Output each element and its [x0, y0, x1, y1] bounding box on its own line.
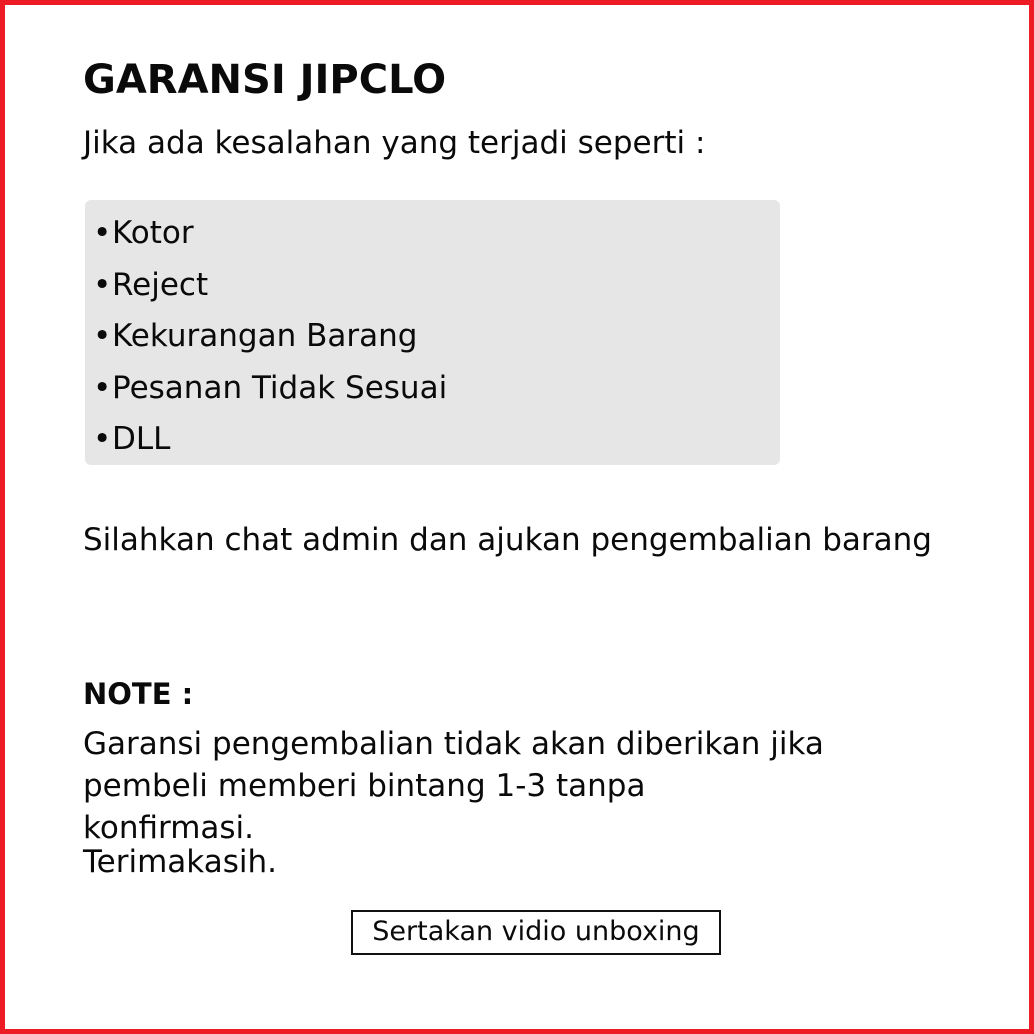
list-item	[85, 363, 780, 415]
note-label: NOTE :	[83, 677, 194, 711]
issue-label: Kotor	[112, 215, 194, 251]
intro-text: Jika ada kesalahan yang terjadi seperti :	[83, 125, 706, 161]
list-item	[85, 311, 780, 363]
issue-label: Pesanan Tidak Sesuai	[112, 369, 448, 406]
thank-you-text: Terimakasih.	[83, 844, 277, 880]
issue-label: DLL	[112, 421, 171, 457]
list-item	[85, 208, 780, 260]
bullet-icon: •	[93, 318, 112, 354]
return-instruction: Silahkan chat admin dan ajukan pengembalian barang	[83, 522, 932, 558]
page-title: GARANSI JIPCLO	[83, 57, 447, 103]
bullet-icon: •	[93, 266, 112, 303]
list-item	[85, 414, 780, 466]
bullet-icon: •	[93, 215, 112, 251]
unboxing-notice: Sertakan vidio unboxing	[351, 910, 721, 955]
issue-label: Reject	[112, 266, 209, 303]
note-line: pembeli memberi bintang 1-3 tanpa	[83, 768, 646, 804]
note-line: konfirmasi.	[83, 810, 254, 846]
bullet-icon: •	[93, 421, 112, 457]
list-item	[85, 260, 780, 312]
note-line: Garansi pengembalian tidak akan diberikan jika	[83, 726, 824, 762]
bullet-icon: •	[93, 369, 112, 406]
issue-list	[85, 200, 780, 465]
issue-label: Kekurangan Barang	[112, 318, 418, 354]
